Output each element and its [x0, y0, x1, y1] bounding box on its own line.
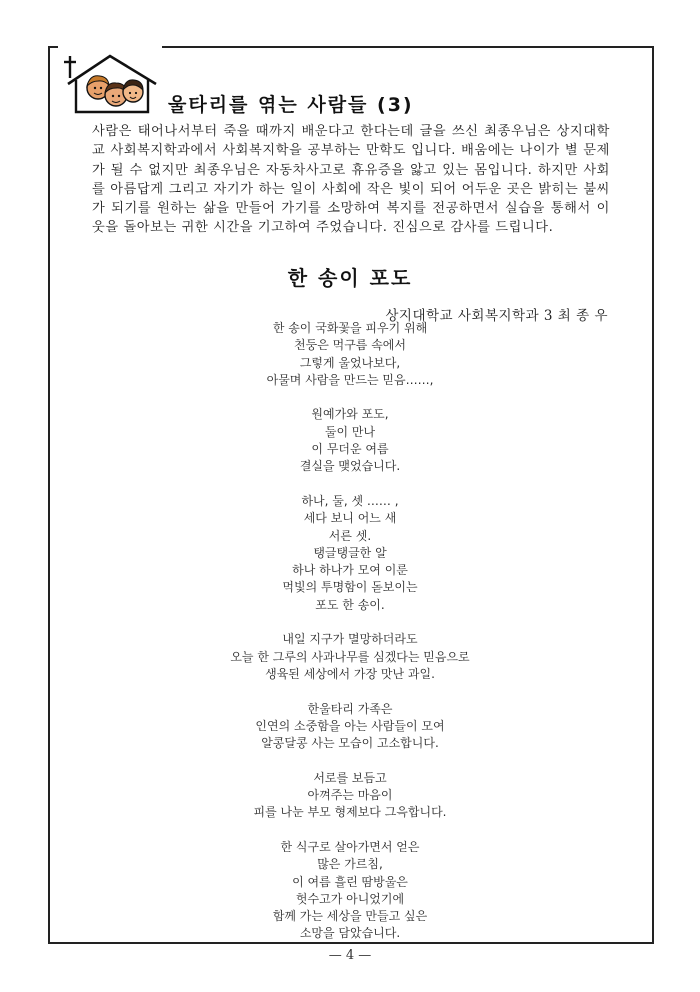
poem-line: 인연의 소중함을 아는 사람들이 모여	[255, 718, 445, 733]
poem-line: 원예가와 포도,	[311, 407, 389, 422]
section-title: 울타리를 엮는 사람들 (3)	[168, 94, 414, 116]
poem-line: 포도 한 송이.	[315, 597, 385, 612]
poem-line: 아껴주는 마음이	[307, 788, 393, 803]
poem-stanza	[160, 839, 540, 943]
poem-line: 서로를 보듬고	[313, 770, 387, 785]
poem-line: 내일 지구가 멸망하더라도	[282, 632, 418, 647]
poem-line: 둘이 만나	[324, 424, 376, 439]
poem-line: 그렇게 울었나보다,	[299, 355, 401, 370]
poem-line: 세다 보니 어느 새	[303, 511, 397, 526]
intro-paragraph: 사람은 태어나서부터 죽을 때까지 배운다고 한다는데 글을 쓰신 최종우님은 상지대학교 사회복지학과에서 사회복지학을 공부하는 만학도 입니다. 배움에는 나이가 별 문제가 될 수 없지만 최종우님은 자동차사고로 휴유증을 앓고 있는 몸입니다. 하지만 사회를 아름답게 그리고 자기가 하는 일이 사회에 작은 빛이 되어 어두운 곳은 밝히는 불씨가 되기를 원하는 삶을 만들어 가기를 소망하여 복지를 전공하면서 실습을 통해서 이웃을 돌아보는 귀한 시간을 기고하여 주었습니다. 진심으로 감사를 드립니다.	[92, 124, 610, 236]
poem-line: 한울타리 가족은	[307, 701, 393, 716]
poem-line: 이 무더운 여름	[311, 442, 389, 457]
poem-line: 서른 셋.	[328, 528, 372, 543]
frame-top-segment	[150, 46, 654, 48]
poem-stanza	[160, 406, 540, 475]
poem-line: 함께 가는 세상을 만들고 싶은	[272, 909, 428, 924]
poem-line: 알콩달콩 사는 모습이 고소합니다.	[261, 736, 439, 751]
poem-line: 헛수고가 아니었기에	[295, 891, 405, 906]
poem-line: 소망을 담았습니다.	[299, 926, 401, 941]
poem-line: 결실을 맺었습니다.	[299, 459, 401, 474]
poem-stanza	[160, 320, 540, 389]
poem-line: 아물며 사람을 만드는 믿음……,	[266, 372, 434, 387]
poem-stanza	[160, 493, 540, 614]
poem-line: 생육된 세상에서 가장 맛난 과일.	[265, 666, 435, 681]
church-family-logo-icon	[58, 40, 162, 120]
poem-stanza	[160, 701, 540, 753]
poem-title: 한 송이 포도	[287, 266, 413, 290]
poem-line: 한 식구로 살아가면서 얻은	[280, 839, 420, 854]
poem-stanza	[160, 770, 540, 822]
poem-line: 하나, 둘, 셋 …… ,	[301, 493, 399, 508]
poem-body	[160, 320, 540, 960]
poem-line: 탱글탱글한 알	[313, 545, 387, 560]
poem-line: 먹빛의 투명함이 돋보이는	[282, 580, 418, 595]
poem-line: 오늘 한 그루의 사과나무를 심겠다는 믿음으로	[230, 649, 470, 664]
poem-author: 상지대학교 사회복지학과 3 최 종 우	[385, 308, 608, 324]
page-number: — 4 —	[328, 948, 372, 963]
poem-stanza	[160, 631, 540, 683]
poem-line: 피를 나눈 부모 형제보다 그윽합니다.	[253, 805, 447, 820]
poem-line: 이 여름 흘린 땀방울은	[292, 874, 408, 889]
poem-line: 하나 하나가 모여 이룬	[292, 563, 408, 578]
poem-line: 많은 가르침,	[317, 857, 383, 872]
poem-line: 한 송이 국화꽃을 피우기 위해	[272, 321, 428, 335]
poem-line: 천둥은 먹구름 속에서	[294, 338, 406, 353]
